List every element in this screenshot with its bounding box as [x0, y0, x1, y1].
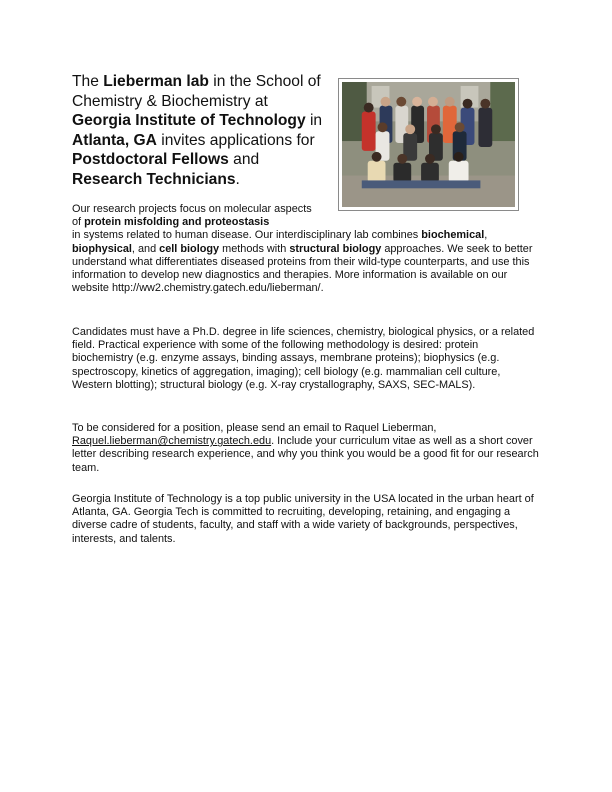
headline-institution: Georgia Institute of Technology	[72, 112, 306, 130]
research-text: approaches. We seek to better understand what differentiates diseased proteins from their wild-type counterparts, and use this information to develop new diagnostics and therapies. More information is available on our website http://ww2.chemistry.gatech.edu/lieberman/.	[72, 242, 533, 295]
about-paragraph: Georgia Institute of Technology is a top public university in the USA located in the urban heart of Atlanta, GA. Georgia Tech is committed to recruiting, developing, retaining, and engaging a diverse cadre of students, faculty, and staff with a wide variety of backgrounds, perspectives, interests, and talents.	[72, 493, 534, 545]
headline-location: Atlanta, GA	[72, 131, 157, 149]
headline-text: and	[228, 151, 260, 169]
group-photo-image	[342, 82, 515, 207]
lab-group-photo	[338, 78, 519, 211]
contact-email-link[interactable]: Raquel.lieberman@chemistry.gatech.edu	[72, 435, 272, 448]
headline-text: in the School of Chemistry & Biochemistry at	[72, 73, 321, 110]
headline-text: .	[235, 170, 240, 188]
research-text: ,	[484, 229, 488, 242]
method-biochemical: biochemical	[421, 229, 485, 242]
research-intro-block	[72, 203, 322, 229]
headline-position-technician: Research Technicians	[72, 170, 236, 188]
method-biophysical: biophysical	[72, 242, 132, 255]
research-text: in systems related to human disease. Our interdisciplinary lab combines	[72, 229, 422, 242]
method-structural-biology: structural biology	[289, 242, 382, 255]
headline-text: invites applications for	[156, 131, 315, 149]
research-focus: protein misfolding and proteostasis	[84, 216, 270, 229]
headline	[72, 72, 328, 190]
headline-text: The	[72, 73, 104, 90]
method-cell-biology: cell biology	[159, 242, 220, 255]
headline-position-postdoc: Postdoctoral Fellows	[72, 151, 229, 169]
headline-text: in	[305, 112, 323, 130]
apply-paragraph	[72, 422, 542, 475]
apply-text: To be considered for a position, please send an email to Raquel Lieberman,	[72, 422, 437, 434]
research-paragraph	[72, 203, 542, 295]
research-text: , and	[131, 242, 160, 255]
apply-text: . Include your curriculum vitae as well as a short cover letter describing research experience, and why you think you would be a good fit for our research team.	[72, 435, 539, 474]
headline-lab-name: Lieberman lab	[103, 73, 209, 90]
candidates-paragraph: Candidates must have a Ph.D. degree in life sciences, chemistry, biological physics, or a related field. Practical experience with some of the following methodology is desired: protein biochemistry (e.g. enzyme assays, binding assays, membrane proteins); biophysics (e.g. spectroscopy, kinetics of aggregation, imaging); cell biology (e.g. mammalian cell culture, Western blotting); structural biology (e.g. X-ray crystallography, SAXS, SEC-MALS).	[72, 326, 535, 391]
research-text: methods with	[219, 242, 290, 255]
research-text: Our research projects focus on molecular aspects of	[72, 203, 312, 229]
